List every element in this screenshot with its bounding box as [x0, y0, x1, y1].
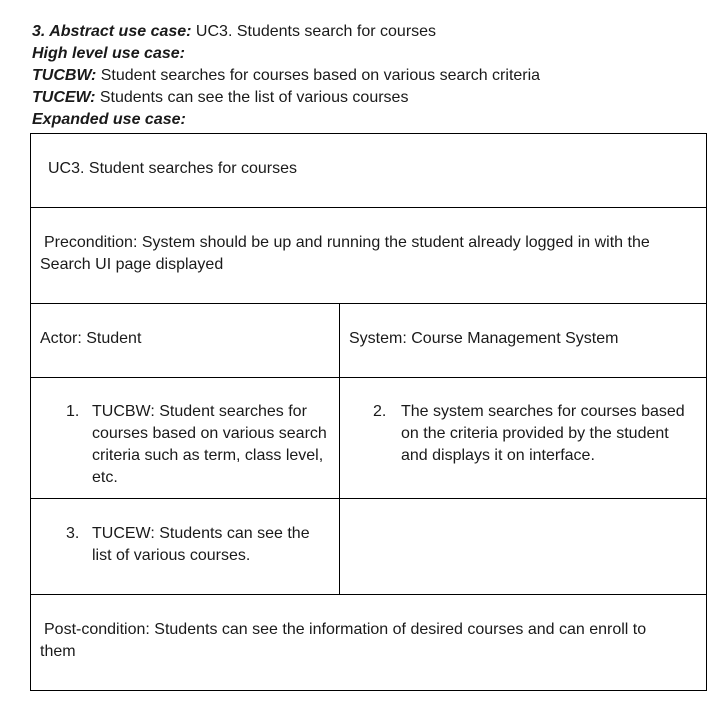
empty-cell: [340, 499, 707, 595]
actor-heading: Actor: Student: [40, 330, 142, 347]
tucbw-value: Student searches for courses based on various search criteria: [96, 67, 541, 84]
abstract-use-case-line: [32, 21, 540, 43]
actor-heading-cell: [31, 304, 340, 378]
high-level-use-case-label: High level use case:: [32, 45, 185, 62]
postcondition-cell: [31, 595, 707, 691]
tucbw-line: [32, 65, 540, 87]
system-heading: System: Course Management System: [349, 330, 619, 347]
title-row: [31, 134, 707, 208]
use-case-title: UC3. Student searches for courses: [48, 160, 298, 177]
tucbw-label: TUCBW:: [32, 67, 97, 84]
title-cell: [31, 134, 707, 208]
expanded-use-case-table: [30, 133, 707, 691]
postcondition-row: [31, 595, 707, 691]
step1-text: TUCBW: Student searches for courses based on various search criteria such as term, class level, etc.: [92, 403, 327, 486]
tucew-label: TUCEW:: [32, 89, 96, 106]
step1-number: 1.: [66, 403, 80, 420]
system-heading-cell: [340, 304, 707, 378]
steps-row: [31, 378, 707, 499]
postcondition-text: Post-condition: Students can see the information of desired courses and can enroll to them: [40, 621, 647, 660]
step3-row: [31, 499, 707, 595]
use-case-header: [32, 21, 540, 131]
step2: [340, 378, 706, 467]
tucew-line: [32, 87, 540, 109]
expanded-use-case-label: Expanded use case:: [32, 111, 186, 128]
step3-cell: [31, 499, 340, 595]
step3-number: 3.: [66, 525, 80, 542]
step3-text: TUCEW: Students can see the list of various courses.: [92, 525, 310, 564]
actor-system-row: [31, 304, 707, 378]
step1: [31, 378, 339, 489]
precondition-cell: [31, 208, 707, 304]
step2-text: The system searches for courses based on the criteria provided by the student and displays it on interface.: [401, 403, 685, 464]
step2-number: 2.: [373, 403, 387, 420]
abstract-use-case-value: UC3. Students search for courses: [191, 23, 437, 40]
tucew-value: Students can see the list of various courses: [95, 89, 409, 106]
expanded-use-case-line: [32, 109, 540, 131]
step3: [31, 499, 339, 567]
step2-cell: [340, 378, 707, 499]
abstract-use-case-label: 3. Abstract use case:: [32, 23, 192, 40]
high-level-use-case-line: [32, 43, 540, 65]
step1-cell: [31, 378, 340, 499]
precondition-row: [31, 208, 707, 304]
precondition-text: Precondition: System should be up and running the student already logged in with the Search UI page displayed: [40, 234, 650, 273]
